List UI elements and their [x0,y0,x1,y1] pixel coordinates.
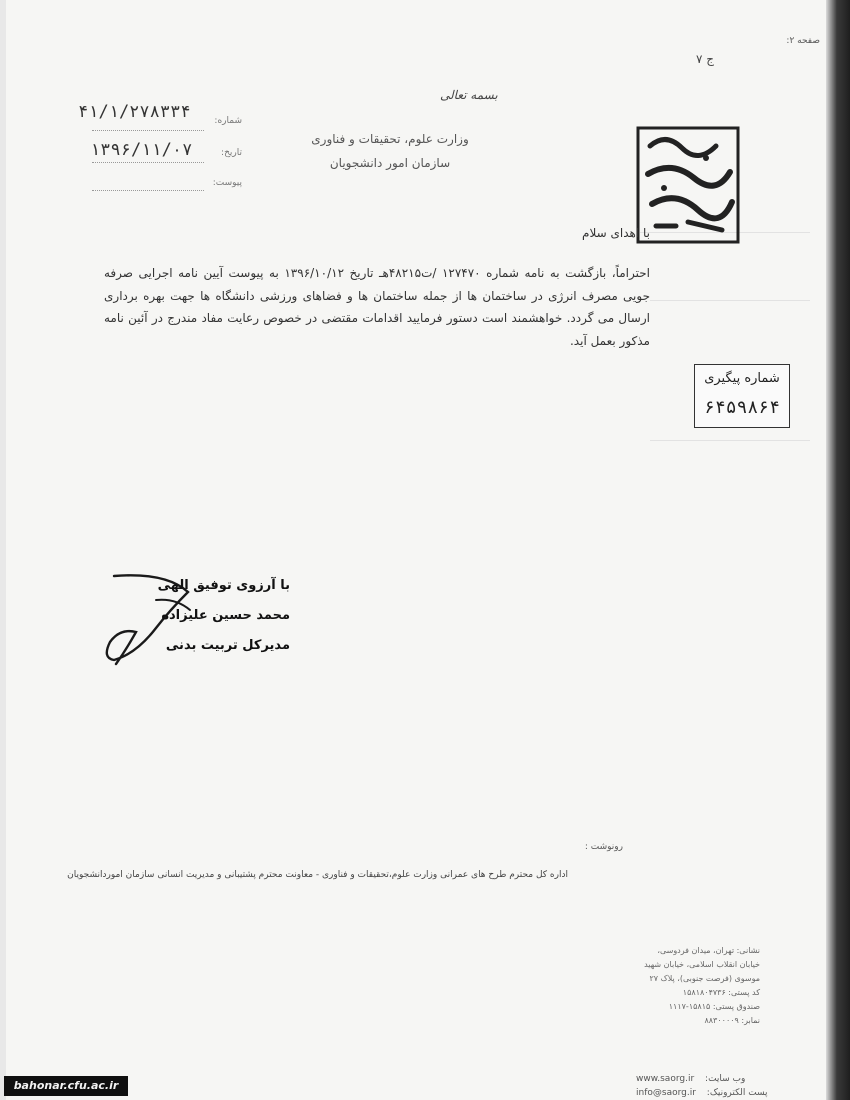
address-line: خیابان انقلاب اسلامی، خیابان شهید [644,960,760,969]
tracking-number: ۶۴۵۹۸۶۴ [704,397,780,418]
website-value: www.saorg.ir [636,1074,695,1084]
email-label: پست الکترونیک: [706,1088,768,1098]
attachment-label: پیوست: [212,178,242,188]
handwritten-mark-1: ج [706,52,715,66]
email-value: info@saorg.ir [636,1088,696,1098]
number-dotted-line [92,130,204,131]
paper-line [650,440,810,441]
address-line: موسوی (فرصت جنوبی)، پلاک ۲۷ [649,974,760,983]
date-label: تاریخ: [221,148,242,158]
tracking-number-box [694,364,790,428]
letter-body: احتراماً، بازگشت به نامه شماره ۱۲۷۴۷۰ /ت۴۸۲۱۵هـ تاریخ ۱۳۹۶/۱۰/۱۲ به پیوست آیین نامه اجرایی صرفه جویی مصرف انرژی در ساختمان ها از جمله ساختمان ها و فضاهای ورزشی دانشگاه ها جهت بهره برداری ارسال می گردد. خواهشمند است دستور فرمایید اقدامات مقتضی در خصوص رعایت مفاد مندرج در آئین نامه مذکور بعمل آید. [104,266,650,348]
attachment-dotted-line [92,190,204,191]
logo-graphic [636,126,740,244]
letter-page: صفحه ۲: ج ۷ بسمه تعالی وزارت علوم، تحقیقات و فناوری سازمان امور دانشجویان شماره: ۴۱/۱/۲۷۸۳۳۴ تاریخ: ۱۳۹۶/۱۱/۰۷ پیوست: با اهدای سلام احتراماً، بازگشت به نامه شماره ۱۲۷۴۷۰ /ت۴۸۲۱۵هـ تاریخ ۱۳۹۶/۱۰/۱۲ به پیوست آیین نامه اجرایی صرفه جویی مصرف انرژی در ساختمان ها از جمله ساختمان ها و فضاهای ورزشی دانشگاه ها جهت بهره برداری ارسال می گردد. خواهشمند است دستور فرمایید اقدامات مقتضی در خصوص رعایت مفاد مندرج در آئین نامه مذکور بعمل آید. شماره پیگیری ۶۴۵۹۸۶۴ با آرزوی توفیق الهی محمد حسین علیزاده مدیرکل تربیت بدنی رونوشت : اداره کل محترم طرح های عمرانی وزارت علوم،تحقیقات و فناوری - معاونت محترم پشتیبانی و مدیریت انسانی سازمان اموردانشجویان نشانی: تهران، میدان فردوسی، خیابان انقلاب اسلامی، خیابان شهید موسوی (فرصت جنوبی)، پلاک ۲۷ کد پستی: ۱۵۸۱۸۰۴۷۳۶ صندوق پستی: ۱۵۸۱۵-۱۱۱۷ نمابر: ۸۸۳۰۰۰۰۹ www.saorg.ir وب سایت: info@saorg.ir پست الکترونیک: bahonar.cfu.ac.ir [0,0,850,1100]
address-line: نمابر: ۸۸۳۰۰۰۰۹ [704,1016,760,1025]
cc-recipients: اداره کل محترم طرح های عمرانی وزارت علوم،تحقیقات و فناوری - معاونت محترم پشتیبانی و مدیریت انسانی سازمان اموردانشجویان [67,870,568,880]
address-line: کد پستی: ۱۵۸۱۸۰۴۷۳۶ [682,988,760,997]
email-line [636,1088,766,1098]
address-line: نشانی: تهران، میدان فردوسی، [657,946,760,955]
cc-label: رونوشت : [584,842,623,852]
basmala-heading: بسمه تعالی [440,88,498,102]
address-line: صندوق پستی: ۱۵۸۱۵-۱۱۱۷ [668,1002,760,1011]
number-label: شماره: [214,116,242,126]
scan-left-edge [0,0,6,1100]
tracking-label: شماره پیگیری [704,371,780,386]
letter-number: ۴۱/۱/۲۷۸۳۳۴ [78,102,191,122]
ministry-name: وزارت علوم، تحقیقات و فناوری [311,132,469,146]
letter-date: ۱۳۹۶/۱۱/۰۷ [90,140,193,160]
paper-line [650,300,810,301]
organization-name: سازمان امور دانشجویان [329,156,451,170]
organization-logo-icon [636,126,740,244]
greeting: با اهدای سلام [582,226,650,240]
date-dotted-line [92,162,204,163]
website-label: وب سایت: [705,1074,746,1084]
watermark-text: bahonar.cfu.ac.ir [13,1079,119,1092]
watermark-stamp [4,1076,128,1096]
page-number-mark: صفحه ۲: [786,36,820,46]
website-line [636,1074,766,1084]
scan-right-edge [826,0,850,1100]
handwritten-mark-2: ۷ [696,52,703,66]
handwritten-mark [658,52,714,66]
